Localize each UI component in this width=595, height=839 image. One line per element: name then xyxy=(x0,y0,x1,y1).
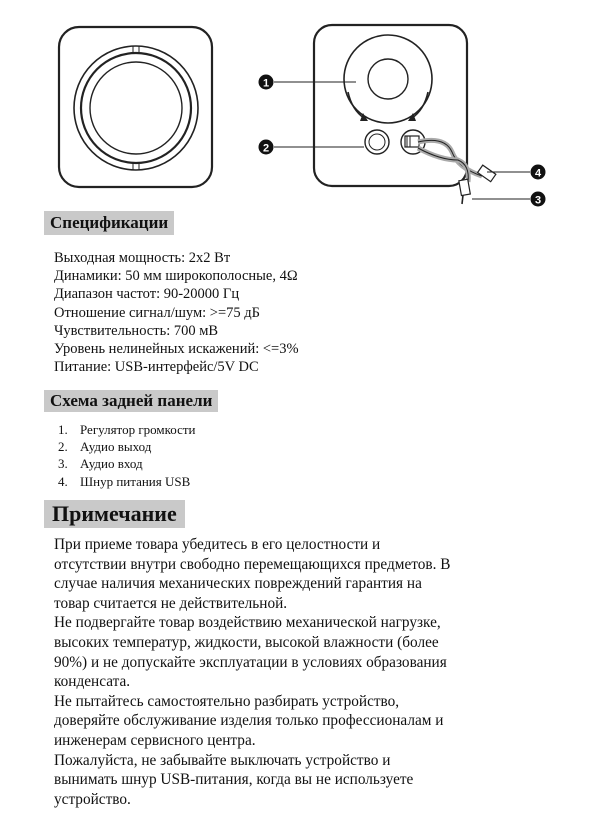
spec-item: Выходная мощность: 2x2 Вт xyxy=(54,250,231,266)
speaker-front-view xyxy=(59,27,212,187)
note-line: конденсата. xyxy=(54,673,131,691)
note-line: Пожалуйста, не забывайте выключать устройство и xyxy=(54,751,391,769)
note-line: При приеме товара убедитесь в его целостности и xyxy=(54,536,381,553)
note-line: инженерам сервисного центра. xyxy=(54,731,256,749)
svg-text:2: 2 xyxy=(262,142,270,155)
spec-item: Динамики: 50 мм широкополосные, 4Ω xyxy=(54,268,298,285)
item-number: 1. xyxy=(58,422,68,437)
list-item xyxy=(58,421,196,438)
note-line: случае наличия механических повреждений гарантия на xyxy=(54,575,422,593)
item-text: Аудио выход xyxy=(80,439,152,455)
callout-1-marker xyxy=(259,75,274,90)
speaker-rear-view xyxy=(314,25,496,204)
item-text: Аудио вход xyxy=(80,456,143,472)
item-number: 3. xyxy=(58,456,68,472)
spec-item: Чувствительность: 700 мВ xyxy=(54,322,219,339)
note-line: Не подвергайте товар воздействию механической нагрузке, xyxy=(54,614,441,632)
list-item xyxy=(58,438,196,455)
note-heading: Примечание xyxy=(44,500,185,528)
list-item xyxy=(58,455,196,472)
svg-text:4: 4 xyxy=(534,167,542,180)
note-line: Не пытайтесь самостоятельно разбирать устройство, xyxy=(54,692,400,710)
note-line: 90%) и не допускайте эксплуатации в условиях образования xyxy=(54,653,447,671)
spec-item: Питание: USB-интерфейс/5V DC xyxy=(54,359,259,376)
rear-panel-list xyxy=(58,421,196,490)
speaker-diagram xyxy=(0,0,595,215)
spec-item: Диапазон частот: 90-20000 Гц xyxy=(54,286,240,303)
note-line: высоких температур, жидкости, высокой влажности (более xyxy=(54,633,439,651)
note-line: отсутствии внутри свободно перемещающихся предметов. В xyxy=(54,555,451,573)
list-item xyxy=(58,473,196,490)
rear-panel-heading: Схема задней панели xyxy=(44,390,218,412)
item-text: Шнур питания USB xyxy=(80,473,191,489)
spec-item: Отношение сигнал/шум: >=75 дБ xyxy=(54,304,260,321)
item-text: Регулятор громкости xyxy=(80,422,196,437)
callout-4-marker xyxy=(531,165,546,180)
note-body xyxy=(54,535,524,809)
specs-heading: Спецификации xyxy=(44,211,174,235)
spec-item: Уровень нелинейных искажений: <=3% xyxy=(54,341,299,358)
specs-list xyxy=(54,249,299,376)
note-line: доверяйте обслуживание изделия только профессионалам и xyxy=(54,712,444,730)
callout-2-marker xyxy=(259,140,274,155)
callout-3-marker xyxy=(531,192,546,207)
note-line: вынимать шнур USB-питания, когда вы не используете xyxy=(54,771,414,789)
item-number: 4. xyxy=(58,473,68,489)
svg-text:1: 1 xyxy=(262,77,270,90)
svg-text:3: 3 xyxy=(534,194,542,207)
item-number: 2. xyxy=(58,439,68,455)
note-line: товар считается не действительной. xyxy=(54,594,288,612)
note-line: устройство. xyxy=(54,790,131,808)
